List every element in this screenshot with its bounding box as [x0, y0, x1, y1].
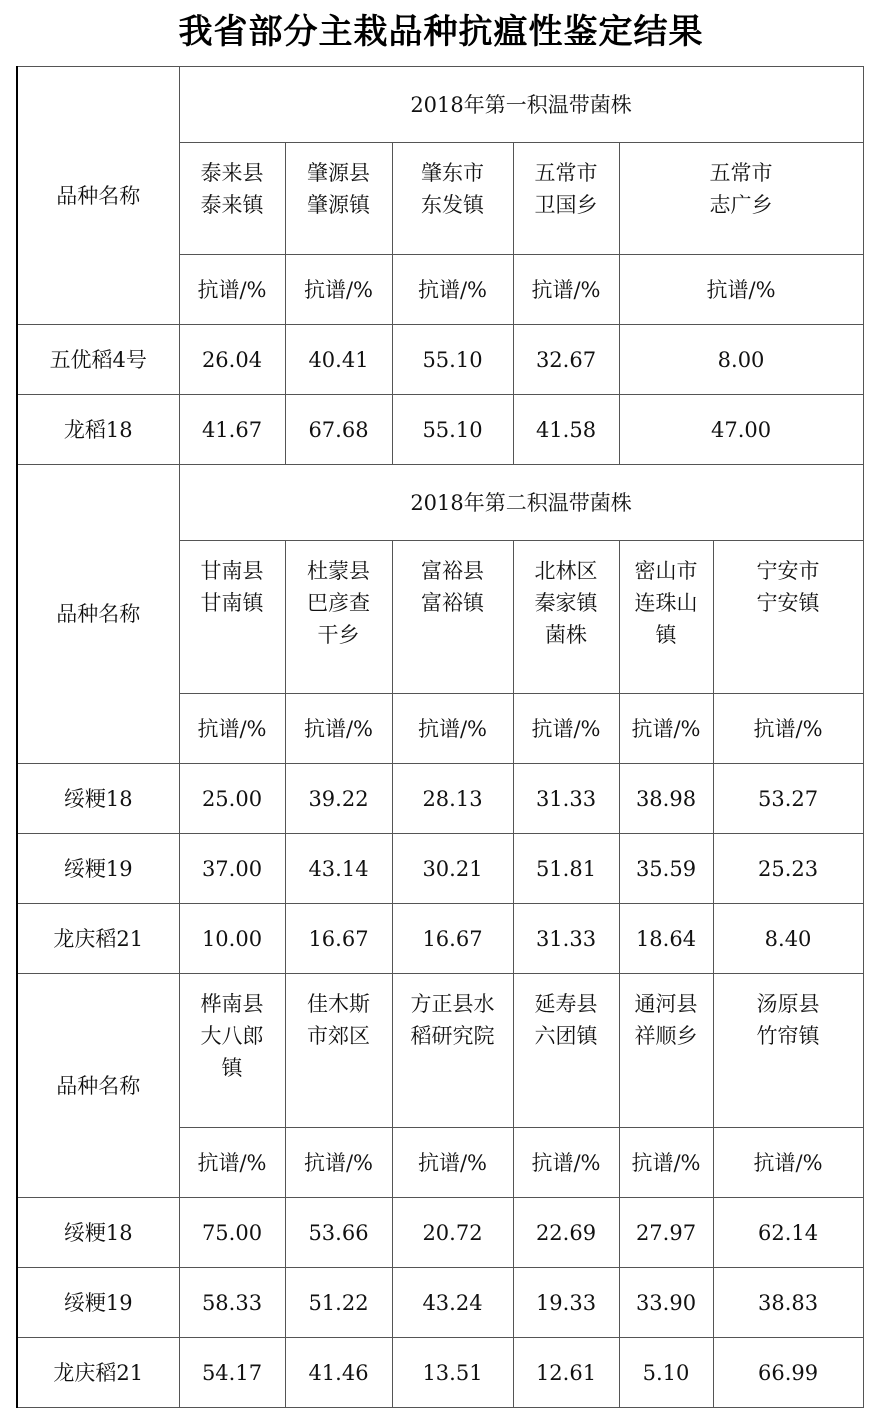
value-cell: 31.33 — [513, 764, 619, 834]
table-row — [17, 904, 863, 974]
spectrum-label: 抗谱/% — [179, 1128, 285, 1198]
variety-name: 绥粳18 — [17, 764, 179, 834]
value-cell: 55.10 — [392, 325, 513, 395]
spectrum-label: 抗谱/% — [713, 1128, 863, 1198]
location-cell: 五常市 志广乡 — [619, 143, 863, 255]
table-row — [17, 1268, 863, 1338]
value-cell: 5.10 — [619, 1338, 713, 1408]
table-row — [17, 395, 863, 465]
variety-name: 龙庆稻21 — [17, 1338, 179, 1408]
value-cell: 32.67 — [513, 325, 619, 395]
value-cell: 13.51 — [392, 1338, 513, 1408]
value-cell: 10.00 — [179, 904, 285, 974]
value-cell: 38.83 — [713, 1268, 863, 1338]
value-cell: 16.67 — [285, 904, 392, 974]
location-cell: 延寿县 六团镇 — [513, 974, 619, 1128]
location-cell: 方正县水 稻研究院 — [392, 974, 513, 1128]
value-cell: 39.22 — [285, 764, 392, 834]
value-cell: 28.13 — [392, 764, 513, 834]
value-cell: 47.00 — [619, 395, 863, 465]
value-cell: 30.21 — [392, 834, 513, 904]
variety-header: 品种名称 — [17, 67, 179, 325]
value-cell: 58.33 — [179, 1268, 285, 1338]
value-cell: 55.10 — [392, 395, 513, 465]
spectrum-label: 抗谱/% — [513, 1128, 619, 1198]
variety-name: 龙庆稻21 — [17, 904, 179, 974]
variety-name: 龙稻18 — [17, 395, 179, 465]
location-cell: 杜蒙县 巴彦查 干乡 — [285, 541, 392, 694]
value-cell: 43.14 — [285, 834, 392, 904]
value-cell: 18.64 — [619, 904, 713, 974]
location-cell: 甘南县 甘南镇 — [179, 541, 285, 694]
location-cell: 汤原县 竹帘镇 — [713, 974, 863, 1128]
spectrum-label: 抗谱/% — [179, 255, 285, 325]
value-cell: 41.67 — [179, 395, 285, 465]
value-cell: 37.00 — [179, 834, 285, 904]
value-cell: 8.40 — [713, 904, 863, 974]
value-cell: 27.97 — [619, 1198, 713, 1268]
section-heading: 2018年第一积温带菌株 — [179, 67, 863, 143]
value-cell: 25.00 — [179, 764, 285, 834]
value-cell: 40.41 — [285, 325, 392, 395]
variety-name: 绥粳19 — [17, 834, 179, 904]
spectrum-label: 抗谱/% — [392, 1128, 513, 1198]
value-cell: 22.69 — [513, 1198, 619, 1268]
section-heading: 2018年第二积温带菌株 — [179, 465, 863, 541]
value-cell: 41.58 — [513, 395, 619, 465]
location-cell: 五常市 卫国乡 — [513, 143, 619, 255]
section-2-heading-row — [17, 465, 863, 541]
spectrum-label: 抗谱/% — [619, 694, 713, 764]
spectrum-label: 抗谱/% — [713, 694, 863, 764]
value-cell: 53.66 — [285, 1198, 392, 1268]
spectrum-label: 抗谱/% — [392, 255, 513, 325]
spectrum-label: 抗谱/% — [619, 255, 863, 325]
location-cell: 密山市 连珠山 镇 — [619, 541, 713, 694]
spectrum-label: 抗谱/% — [619, 1128, 713, 1198]
location-cell: 富裕县 富裕镇 — [392, 541, 513, 694]
table-row — [17, 1338, 863, 1408]
variety-name: 五优稻4号 — [17, 325, 179, 395]
location-cell: 桦南县 大八郎 镇 — [179, 974, 285, 1128]
location-cell: 宁安市 宁安镇 — [713, 541, 863, 694]
value-cell: 41.46 — [285, 1338, 392, 1408]
table-row — [17, 325, 863, 395]
spectrum-label: 抗谱/% — [179, 694, 285, 764]
value-cell: 54.17 — [179, 1338, 285, 1408]
spectrum-label: 抗谱/% — [513, 255, 619, 325]
location-cell: 北林区 秦家镇 菌株 — [513, 541, 619, 694]
variety-header: 品种名称 — [17, 974, 179, 1198]
location-cell: 泰来县 泰来镇 — [179, 143, 285, 255]
table-row — [17, 834, 863, 904]
variety-header: 品种名称 — [17, 465, 179, 764]
spectrum-label: 抗谱/% — [285, 255, 392, 325]
value-cell: 75.00 — [179, 1198, 285, 1268]
value-cell: 43.24 — [392, 1268, 513, 1338]
location-cell: 佳木斯 市郊区 — [285, 974, 392, 1128]
value-cell: 25.23 — [713, 834, 863, 904]
value-cell: 35.59 — [619, 834, 713, 904]
table-row — [17, 1198, 863, 1268]
value-cell: 26.04 — [179, 325, 285, 395]
value-cell: 67.68 — [285, 395, 392, 465]
location-row — [17, 974, 863, 1128]
value-cell: 62.14 — [713, 1198, 863, 1268]
location-cell: 肇源县 肇源镇 — [285, 143, 392, 255]
spectrum-label: 抗谱/% — [285, 694, 392, 764]
value-cell: 8.00 — [619, 325, 863, 395]
value-cell: 16.67 — [392, 904, 513, 974]
value-cell: 51.81 — [513, 834, 619, 904]
table-row — [17, 764, 863, 834]
location-cell: 肇东市 东发镇 — [392, 143, 513, 255]
value-cell: 38.98 — [619, 764, 713, 834]
spectrum-label: 抗谱/% — [285, 1128, 392, 1198]
location-cell: 通河县 祥顺乡 — [619, 974, 713, 1128]
page-title: 我省部分主栽品种抗瘟性鉴定结果 — [178, 12, 704, 52]
resistance-table — [16, 66, 864, 1408]
value-cell: 31.33 — [513, 904, 619, 974]
variety-name: 绥粳19 — [17, 1268, 179, 1338]
value-cell: 20.72 — [392, 1198, 513, 1268]
value-cell: 66.99 — [713, 1338, 863, 1408]
value-cell: 12.61 — [513, 1338, 619, 1408]
value-cell: 33.90 — [619, 1268, 713, 1338]
value-cell: 51.22 — [285, 1268, 392, 1338]
spectrum-label: 抗谱/% — [392, 694, 513, 764]
value-cell: 53.27 — [713, 764, 863, 834]
section-1-heading-row — [17, 67, 863, 143]
variety-name: 绥粳18 — [17, 1198, 179, 1268]
spectrum-label: 抗谱/% — [513, 694, 619, 764]
value-cell: 19.33 — [513, 1268, 619, 1338]
